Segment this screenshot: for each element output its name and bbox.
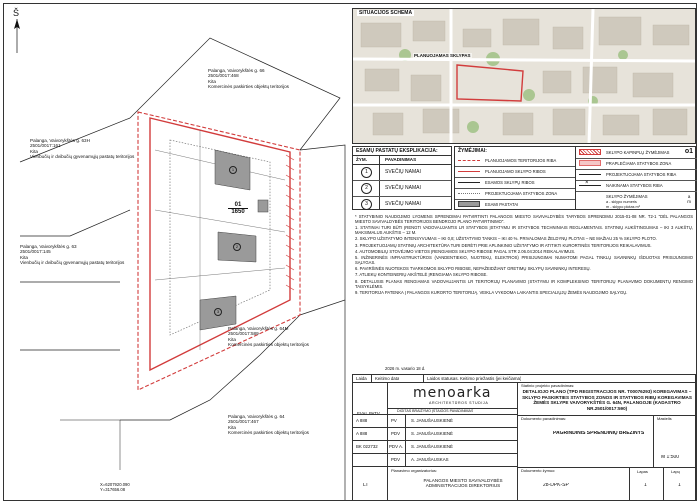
situation-inset (352, 8, 696, 144)
notes (355, 214, 693, 364)
legend-label: PROJEKTUOJAMA STATYBOS RIBA (606, 172, 677, 177)
org-name: PALANGOS MIESTO SAVIVALDYBĖS ADMINISTRACIJOS DIREKTORIUS (423, 478, 503, 489)
note: 6. PAVIRŠINĖS NUOTEKOS TVARKOMOS SKLYPO RIBOSE, NEPAŽEIDŽIANT GRETIMŲ SKLYPŲ SAVININKŲ INTERESŲ. (355, 266, 591, 272)
explication-row (353, 164, 451, 181)
scale-label: Mastelis (657, 416, 672, 421)
building-marker-3: 3 (214, 308, 222, 316)
legend (454, 146, 696, 210)
project-label: Statinio projekto pavadinimas: (521, 383, 575, 388)
neighbor-label-63h (30, 138, 134, 160)
neighbor-use: Kita (208, 78, 216, 84)
project-name: DETALIOJO PLANO (TPD REGISTRACIJOS NR. T00076293) KOREGAVIMAS – SKLYPO PASKIRTIES STATYBOS ZONOS IR STATYBOS RIBŲ KOREGAVIMAS ŽEMĖS SKLYPE VAIVORYKŠTĖS G. 64N, PALANGOJE (KADASTRO NR.2501/0017:590) (522, 389, 692, 411)
sheets-value: 1 (678, 483, 681, 488)
neighbor-address: Palanga, Vaivorykštės g. 64 (228, 414, 285, 419)
org-code: LT (363, 483, 369, 488)
explication-row (353, 180, 451, 197)
cross-icon: × (585, 180, 589, 186)
legend-lot-sub-m: m - sklypo plotas m² (606, 205, 640, 209)
legend-label: NAIKINAMA STATYBOS RIBA (606, 183, 663, 188)
legend-swatch (458, 160, 480, 161)
neighbor-address: Palanga, Vaivorykštės g. 66 (208, 68, 265, 73)
rev-laida: Laida (356, 376, 367, 381)
building-marker-2: 2 (233, 243, 241, 251)
legend-lot-small: a m (687, 194, 691, 204)
neighbor-desc: Vienbučių ir dvibučių gyvenamųjų pastatų teritorijos (30, 154, 135, 160)
scale-value: M 1:500 (661, 455, 680, 460)
rev-desc: Keitimo data (375, 376, 400, 381)
coord-x: X=6207920.090 (100, 482, 130, 487)
boundary-mid-left (20, 210, 130, 236)
note: 9. TERITORIJA PATENKA Į PALANGOS KURORTO TERITORIJĄ. VEIKLA VYKDOMA LAIKANTIS SPECIALIŲJŲ ŽEMĖS NAUDOJIMO SĄLYGŲ. (355, 289, 628, 295)
legend-swatch (579, 174, 601, 175)
neighbor-label-66 (208, 68, 289, 90)
legend-label: ESAMOS SKLYPŲ RIBOS (485, 180, 535, 185)
role: PDV (391, 457, 401, 462)
plot-area: 1650 (231, 209, 245, 215)
neighbor-use: Kita (30, 148, 38, 154)
north-letter: Š (13, 8, 20, 18)
neighbor-label-64m (228, 326, 309, 348)
neighbor-cadastre: 2501/0017:589 (228, 331, 259, 337)
neighbor-label-64 (228, 414, 309, 436)
legend-label: SKLYPO ŽYMĖJIMAS (606, 194, 648, 199)
explication-col-name: PAVADINIMAS (385, 157, 417, 162)
note: 2. SKLYPO UŽSTATYMO INTENSYVUMAS – IKI 0,8; UŽSTATYMO TANKIS – IKI 40 %. PRIVALOMAS ŽELDYNŲ PLOTAS – NE MAŽIAU 25 % SKLYPO PLOTO. (355, 236, 657, 242)
note: 8. DETALUSIS PLANAS RENGIAMAS VADOVAUJANTIS LR TERITORIJŲ PLANAVIMO ĮSTATYMU IR KOMPLEKSINIO TERITORIJŲ PLANAVIMO DOKUMENTŲ RENGIMO TAISYKLĖMIS. (355, 278, 693, 289)
explication-table (352, 146, 452, 210)
existing-building-small (258, 200, 268, 212)
note: 1. STATINIAI TURI BŪTI ĮRENGTI VADOVAUJANTIS LR STATYBOS ĮSTATYMU IR STATYBOS TECHNINIAIS REGLAMENTAIS. STATINIŲ AUKŠTINGUMAS – IKI 3 AUKŠTŲ, MAKSIMALUS AUKŠTIS – 12 M. (355, 225, 693, 236)
neighbor-cadastre: 2501/0017:145 (20, 249, 51, 255)
firm-small: DIGITAS BRAIŽYMO ĮSTAIGOS PAVADINIMAS (397, 409, 474, 413)
role-name: A. JANUŠAUSKAS (411, 457, 449, 462)
attest-3: BK 022732 (356, 444, 378, 449)
legend-swatch (458, 171, 480, 172)
situation-site-label: PLANUOJAMAS SKLYPAS (414, 53, 471, 58)
role: PDV (391, 431, 401, 436)
neighbor-address: Palanga, Vaivorykštės g. 64M (228, 326, 289, 331)
neighbor-desc: Komercinės paskirties objektų teritorijos (228, 342, 309, 348)
legend-left (455, 155, 575, 211)
inset-title: SITUACIJOS SCHEMA (359, 10, 413, 16)
role-name: S. JANUŠAUSKIENĖ (411, 418, 453, 423)
org-label: Planavimo organizatorius: (391, 468, 438, 473)
row-name: SVEČIŲ NAMAI (385, 169, 421, 175)
attest-2: A 888 (356, 431, 368, 436)
sheet-label: Lapas (637, 469, 648, 474)
neighbor-desc: Vienbučių ir dvibučių gyvenamųjų pastatų teritorijos (20, 260, 125, 266)
legend-right (576, 147, 697, 211)
neighbor-use: Kita (228, 424, 236, 430)
legend-swatch (458, 193, 480, 194)
legend-swatch (579, 149, 601, 155)
situation-map (353, 9, 696, 144)
role-name: S. JANUŠAUSKIENĖ (411, 431, 453, 436)
coord-y: Y=317656.08 (100, 487, 126, 492)
note: 7. ATLIEKŲ KONTEINERIŲ AIKŠTELĖ ĮRENGIAMA SKLYPO RIBOSE. (355, 272, 488, 278)
legend-label: ESAMI PASTATAI (485, 202, 519, 207)
attest-1: A 888 (356, 418, 368, 423)
sheets-label: Lapų (671, 469, 680, 474)
sheet-value: 1 (644, 483, 647, 488)
legend-swatch (458, 182, 480, 183)
firm-sub: ARCHITEKTŪROS STUDIJA (429, 401, 489, 405)
doc-name: PAGRINDINIS SPRENDINIŲ BRĖŽINYS (553, 431, 645, 436)
role: PDV A. (389, 444, 404, 449)
neighbor-use: Kita (20, 254, 28, 260)
legend-lot-mark: o1 (684, 148, 693, 155)
row-no: 3 (361, 199, 372, 210)
legend-swatch (579, 160, 601, 166)
row-no: 2 (361, 183, 372, 194)
plot-number: 01 (228, 202, 248, 209)
row-no: 1 (361, 167, 372, 178)
role-name: S. JANUŠAUSKIENĖ (411, 444, 453, 449)
note: 3. PROJEKTUOJAMŲ STATINIŲ ARCHITEKTŪRA TURI DERĖTI PRIE APLINKINIO UŽSTATYMO IR ATITIKTI KURORTINĖS TERITORIJOS REIKALAVIMUS. (355, 242, 652, 248)
legend-swatch (458, 201, 480, 207)
boundary-right-neighbor (300, 145, 345, 315)
neighbor-cadastre: 2501/0017:468 (208, 73, 239, 79)
neighbor-use: Kita (228, 336, 236, 342)
docno-label: Dokumento žymuo: (521, 468, 556, 473)
explication-col-sym: ŽYM. (356, 157, 367, 162)
neighbor-address: Palanga, Vaivorykštės g. 63 (20, 244, 77, 249)
note: * STATYBINIO NAUDOJIMO LYGMENS SPRENDIMAI PATVIRTINTI PALANGOS MIESTO SAVIVALDYBĖS TARYBOS SPRENDIMU 2015-01-08 NR. T2-1 "DĖL PALANGOS MIESTO SAVIVALDYBĖS TERITORIJOS BENDROJO PLANO PATVIRTINIMO". (355, 214, 693, 224)
legend-label: PLANUOJAMOS TERITORIJOS RIBA (485, 158, 557, 163)
neighbor-address: Palanga, Vaivorykštės g. 63H (30, 138, 90, 143)
notes-date: 2026 m. vasario 18 d. (385, 366, 426, 371)
legend-label: PRAPLEČIAMA STATYBOS ZONA (606, 161, 672, 166)
legend-lot-sub-a: a - sklypo numeris (606, 200, 637, 204)
note: 4. AUTOMOBILIŲ STOVĖJIMO VIETOS ĮRENGIAMOS SKLYPO RIBOSE PAGAL STR 2.06.04:2014 REIKALAVIMUS. (355, 248, 576, 254)
firm-logo: menoarka (413, 385, 492, 401)
boundary-top-neighbor (130, 38, 340, 150)
neighbor-cadastre: 2501/0017:467 (228, 419, 259, 425)
neighbor-label-63 (20, 244, 124, 266)
docno-value: 28-DPK-SP (543, 483, 569, 488)
doc-label: Dokumento pavadinimas: (521, 416, 567, 421)
role: PV (391, 418, 397, 423)
eval-label: EVAL PATV (357, 411, 380, 416)
rev-date: Laidos statusas. Keitimo priežastis (jei keičiama) (427, 376, 522, 381)
note: 5. INŽINERINĖS INFRASTRUKTŪROS (VANDENTIEKIO, NUOTEKŲ, ELEKTROS) PRISIJUNGIMAI NUMATOMI PAGAL TINKLŲ SAVININKŲ IŠDUOTAS PRISIJUNGIMO SĄLYGAS. (355, 254, 693, 265)
legend-swatch (579, 185, 601, 186)
legend-label: PLANUOJAMO SKLYPO RIBOS (485, 169, 546, 174)
title-block (352, 374, 696, 501)
explication-title: ESAMŲ PASTATŲ EKSPLIKACIJA: (356, 148, 438, 154)
situation-site (457, 65, 523, 101)
neighbor-cadastre: 2501/0017:161 (30, 143, 61, 149)
neighbor-desc: Komercinės paskirties objektų teritorijos (208, 84, 289, 90)
row-name: SVEČIŲ NAMAI (385, 185, 421, 191)
coordinates (100, 482, 130, 492)
plot-label (228, 202, 248, 215)
neighbor-desc: Komercinės paskirties objektų teritorijos (228, 430, 309, 436)
explication-row (353, 196, 451, 212)
building-marker-1: 1 (229, 166, 237, 174)
legend-label: PROJEKTUOJAMA STATYBOS ZONA (485, 191, 558, 196)
legend-title: ŽYMĖJIMAI: (458, 148, 487, 154)
row-name: SVEČIŲ NAMAI (385, 201, 421, 207)
legend-label: SKLYPO KAPINPLŲ ŽYMĖJIMAS (606, 150, 670, 155)
